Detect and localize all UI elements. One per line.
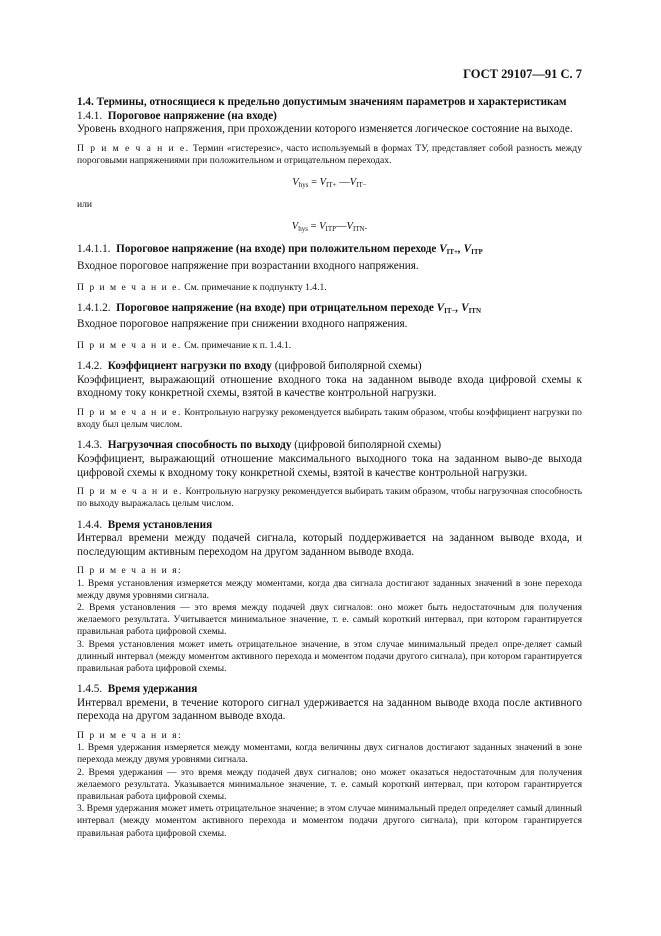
section-1-4-1-2-definition: Входное пороговое напряжение при снижении входного напряжения. xyxy=(77,318,408,331)
section-1-4-5-notes-label: П р и м е ч а н и я: xyxy=(77,729,183,741)
section-1-4-4-definition: Интервал времени между подачей сигнала, который поддерживается на заданном выводе входа, и последующим активным переходом на другом заданном выводе входа. xyxy=(77,532,582,558)
section-1-4-4-notes-label: П р и м е ч а н и я: xyxy=(77,565,183,577)
section-1-4-2-heading: 1.4.2. Коэффициент нагрузки по входу (цифровой биполярной схемы) xyxy=(77,360,422,373)
formula-hysteresis-2: $V_{hys}$ = $V_{ITP}—V_{ITN}$. xyxy=(291,221,368,234)
section-1-4-1-1-heading: 1.4.1.1. Пороговое напряжение (на входе) при положительном переходе $V_{IT+}$, $V_{ITP}$ xyxy=(77,243,483,257)
formula-hysteresis-1: $V_{hys} = V_{IT+}$ $—V_{IT-}$ xyxy=(292,177,367,190)
section-1-4-3-note: П р и м е ч а н и е. Контрольную нагрузку рекомендуется выбирать таким образом, чтобы нагрузочная способность по выходу выражалась целым числом. xyxy=(77,486,582,510)
section-1-4-5-heading: 1.4.5. Время удержания xyxy=(77,683,198,696)
section-1-4-5-note-3: 3. Время удержания может иметь отрицательное значение; в этом случае минимальный предел определяет самый длинный интервал (между моментом активного перехода и моментом подачи другого сигнала), при котором гарантируется правильная работа цифровой схемы. xyxy=(77,803,582,839)
section-1-4-1-note: П р и м е ч а н и е. Термин «гистерезис», часто используемый в формах ТУ, представляет собой разность между пороговыми напряжениями при положительном и отрицательном переходах. xyxy=(77,142,582,166)
section-1-4-4-note-2: 2. Время установления — это время между подачей двух сигналов: оно может быть недостаточным для получения желаемого результата. Учитывается минимальное значение, т. е. самый короткий интервал, при котором гарантируется правильная работа цифровой схемы. xyxy=(77,601,582,638)
section-1-4-1-2-note: П р и м е ч а н и е. См. примечание к п. 1.4.1. xyxy=(77,339,292,351)
page-header: ГОСТ 29107—91 С. 7 xyxy=(463,67,582,81)
section-1-4-4-note-1: 1. Время установления измеряется между моментами, когда два сигнала достигают заданных значений в зоне перехода между двумя уровнями сигнала. xyxy=(77,577,582,601)
section-1-4-5-definition: Интервал времени, в течение которого сигнал удерживается на заданном выводе входа после активного перехода на другом заданном выводе входа. xyxy=(77,696,582,723)
section-1-4-1-2-heading: 1.4.1.2. Пороговое напряжение (на входе) при отрицательном переходе $V_{IT-}$, $V_{ITN}$ xyxy=(77,301,482,315)
section-1-4-4-heading: 1.4.4. Время установления xyxy=(77,518,213,531)
or-word: или xyxy=(77,199,93,211)
section-1-4-5-note-1: 1. Время удержания измеряется между моментами, когда величины двух сигналов достигают заданных значений в зоне перехода между двумя уровнями сигнала. xyxy=(77,742,582,766)
section-1-4-3-definition: Коэффициент, выражающий отношение максимального выходного тока на заданном выво-де выхода цифровой схемы к входному току конкретной схемы, взятой в качестве контрольной нагрузки. xyxy=(77,452,582,479)
section-1-4-5-note-2: 2. Время удержания — это время между подачей двух сигналов; оно может оказаться недостаточным для получения желаемого результата. Указывается минимальное значение, т. е. самый короткий интервал, при котором гарантируется правильная работа цифровой схемы. xyxy=(77,766,582,802)
section-1-4-1-1-note: П р и м е ч а н и е. См. примечание к подпункту 1.4.1. xyxy=(77,281,327,293)
document-body xyxy=(77,96,582,840)
section-1-4-1-definition: Уровень входного напряжения, при прохождении которого изменяется логическое состояние на выходе. xyxy=(77,123,573,136)
section-1-4-title: 1.4. Термины, относящиеся к предельно допустимым значениям параметров и характеристикам xyxy=(77,96,567,108)
section-1-4-1-1-definition: Входное пороговое напряжение при возрастании входного напряжения. xyxy=(77,259,419,272)
section-1-4-4-note-3: 3. Время установления может иметь отрицательное значение, в этом случае минимальный предел опре-деляет самый длинный интервал (между моментом активного перехода и моментом подачи другого сигнала), при котором гарантируется правильная работа цифровой схемы. xyxy=(77,638,582,674)
section-1-4-3-heading: 1.4.3. Нагрузочная способность по выходу (цифровой биполярной схемы) xyxy=(77,439,442,452)
section-1-4-1-heading: 1.4.1. Пороговое напряжение (на входе) xyxy=(77,109,277,122)
section-1-4-2-definition: Коэффициент, выражающий отношение входного тока на заданном выводе входа цифровой схемы к входному току конкретной схемы, взятой в качестве контрольной нагрузки. xyxy=(77,373,582,400)
section-1-4-2-note: П р и м е ч а н и е. Контрольную нагрузку рекомендуется выбирать таким образом, чтобы коэффициент нагрузки по входу был целым числом. xyxy=(77,406,582,431)
